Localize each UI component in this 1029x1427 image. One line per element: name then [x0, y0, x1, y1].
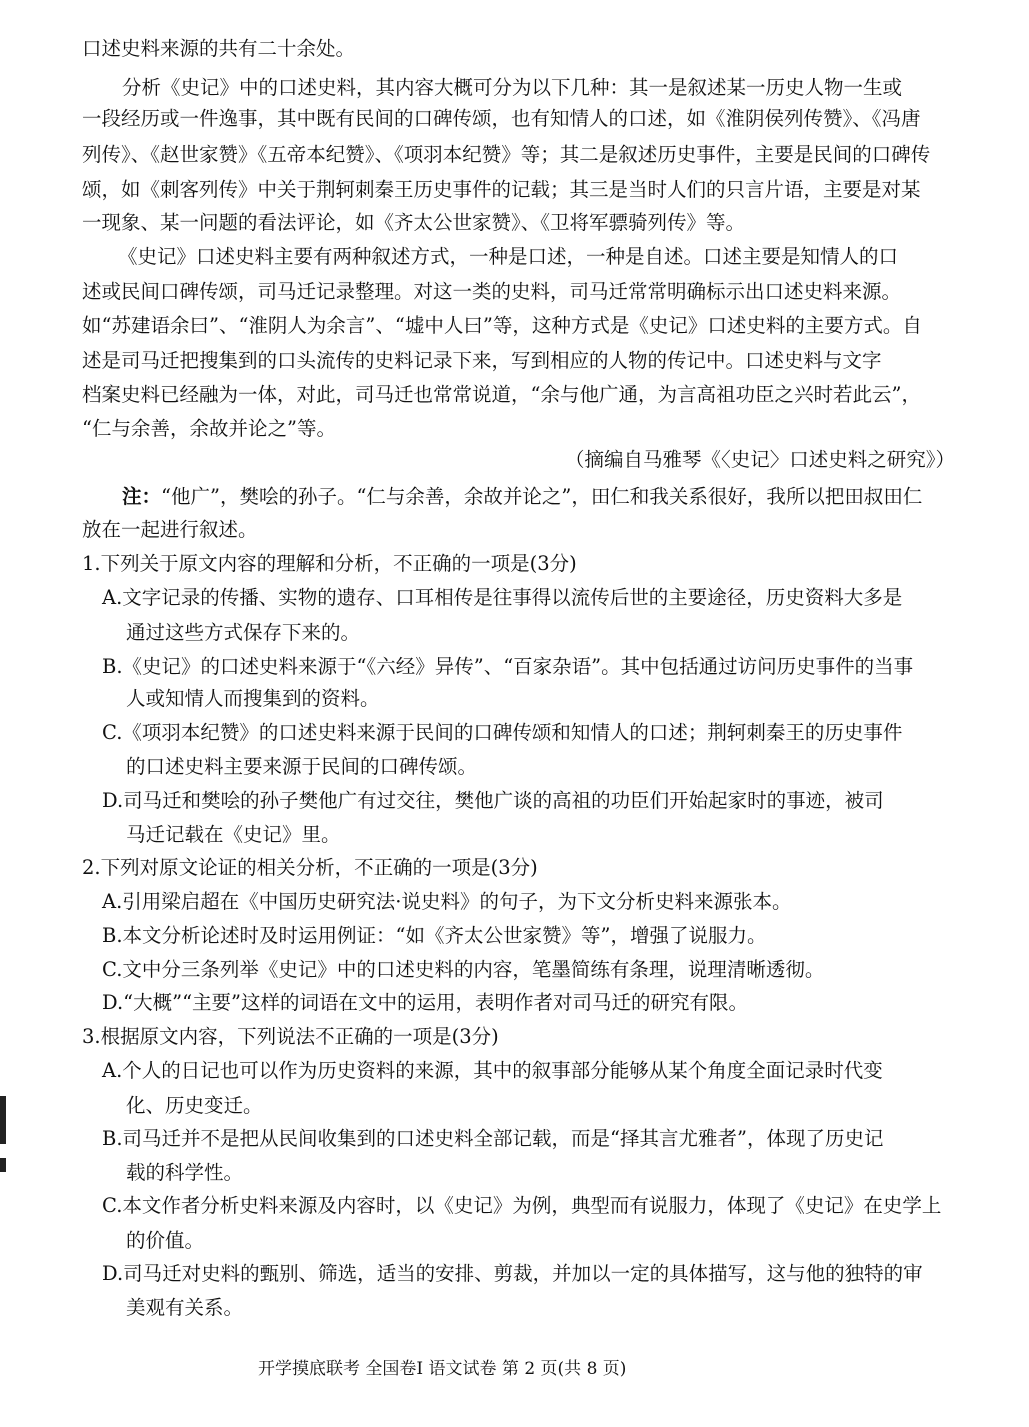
source-citation: （摘编自马雅琴《〈史记〉口述史料之研究》）	[565, 448, 956, 471]
passage-line: 颂，如《刺客列传》中关于荆轲刺秦王历史事件的记载；其三是当时人们的只言片语，主要是对某	[82, 178, 921, 201]
passage-line: 分析《史记》中的口述史料，其内容大概可分为以下几种：其一是叙述某一历史人物一生或	[122, 76, 903, 99]
option-3d: 美观有关系。	[126, 1296, 244, 1319]
option-2c: C.文中分三条列举《史记》中的口述史料的内容，笔墨简练有条理，说理清晰透彻。	[102, 958, 825, 981]
passage-line: 一现象、某一问题的看法评论，如《齐太公世家赞》、《卫将军骠骑列传》等。	[82, 211, 746, 234]
option-3a: A.个人的日记也可以作为历史资料的来源，其中的叙事部分能够从某个角度全面记录时代变	[102, 1059, 883, 1082]
passage-line: 述是司马迁把搜集到的口头流传的史料记录下来，写到相应的人物的传记中。口述史料与文字	[82, 349, 882, 372]
option-1d: 马迁记载在《史记》里。	[126, 823, 341, 846]
passage-line: “仁与余善，余故并论之”等。	[82, 417, 336, 440]
passage-line: 档案史料已经融为一体，对此，司马迁也常常说道，“余与他广通，为言高祖功臣之兴时若此云”，	[82, 383, 921, 406]
note	[122, 484, 922, 510]
passage-line: 列传》、《赵世家赞》《五帝本纪赞》、《项羽本纪赞》等；其二是叙述历史事件，主要是民间的口碑传	[82, 143, 931, 166]
option-3c: C.本文作者分析史料来源及内容时，以《史记》为例，典型而有说服力，体现了《史记》在史学上	[102, 1194, 942, 1217]
option-3b: 载的科学性。	[126, 1161, 244, 1184]
page-footer: 开学摸底联考 全国卷Ⅰ 语文试卷 第 2 页(共 8 页)	[258, 1359, 627, 1379]
passage-line: 《史记》口述史料主要有两种叙述方式，一种是口述，一种是自述。口述主要是知情人的口	[118, 245, 899, 268]
option-3d: D.司马迁对史料的甄别、筛选，适当的安排、剪裁，并加以一定的具体描写，这与他的独特的审	[102, 1262, 923, 1285]
passage-line: 口述史料来源的共有二十余处。	[82, 37, 356, 60]
option-3a: 化、历史变迁。	[126, 1094, 263, 1117]
note-label: 注：	[122, 485, 162, 508]
option-3b: B.司马迁并不是把从民间收集到的口述史料全部记载，而是“择其言尤雅者”，体现了历史记	[102, 1127, 884, 1150]
option-1d: D.司马迁和樊哙的孙子樊他广有过交往，樊他广谈的高祖的功臣们开始起家时的事迹，被司	[102, 789, 884, 812]
scan-edge-mark	[0, 1096, 6, 1144]
passage-line: 一段经历或一件逸事，其中既有民间的口碑传颂，也有知情人的口述，如《淮阴侯列传赞》、《冯唐	[82, 107, 921, 130]
question-2-stem: 2.下列对原文论证的相关分析，不正确的一项是(3分)	[82, 856, 538, 879]
scan-edge-mark	[0, 1158, 6, 1172]
note-text: “他广”，樊哙的孙子。“仁与余善，余故并论之”，田仁和我关系很好，我所以把田叔田仁	[161, 485, 923, 508]
option-2b: B.本文分析论述时及时运用例证：“如《齐太公世家赞》等”，增强了说服力。	[102, 924, 767, 947]
question-1-stem: 1.下列关于原文内容的理解和分析，不正确的一项是(3分)	[82, 552, 577, 575]
option-2d: D.“大概”“主要”这样的词语在文中的运用，表明作者对司马迁的研究有限。	[102, 991, 749, 1014]
option-2a: A.引用梁启超在《中国历史研究法·说史料》的句子，为下文分析史料来源张本。	[102, 890, 792, 913]
option-1c: C.《项羽本纪赞》的口述史料来源于民间的口碑传颂和知情人的口述；荆轲刺秦王的历史事件	[102, 721, 903, 744]
question-3-stem: 3.根据原文内容，下列说法不正确的一项是(3分)	[82, 1025, 499, 1048]
option-1a: 通过这些方式保存下来的。	[126, 621, 361, 644]
option-1b: 人或知情人而搜集到的资料。	[126, 687, 380, 710]
note-text: 放在一起进行叙述。	[82, 518, 258, 541]
option-3c: 的价值。	[126, 1229, 205, 1252]
option-1c: 的口述史料主要来源于民间的口碑传颂。	[126, 755, 478, 778]
passage-line: 述或民间口碑传颂，司马迁记录整理。对这一类的史料，司马迁常常明确标示出口述史料来源。	[82, 280, 902, 303]
option-1a: A.文字记录的传播、实物的遗存、口耳相传是往事得以流传后世的主要途径，历史资料大多是	[102, 586, 903, 609]
passage-line: 如“苏建语余曰”、“淮阴人为余言”、“墟中人曰”等，这种方式是《史记》口述史料的主要方式。自	[82, 314, 922, 337]
option-1b: B.《史记》的口述史料来源于“《六经》异传”、“百家杂语”。其中包括通过访问历史事件的当事	[102, 655, 914, 678]
